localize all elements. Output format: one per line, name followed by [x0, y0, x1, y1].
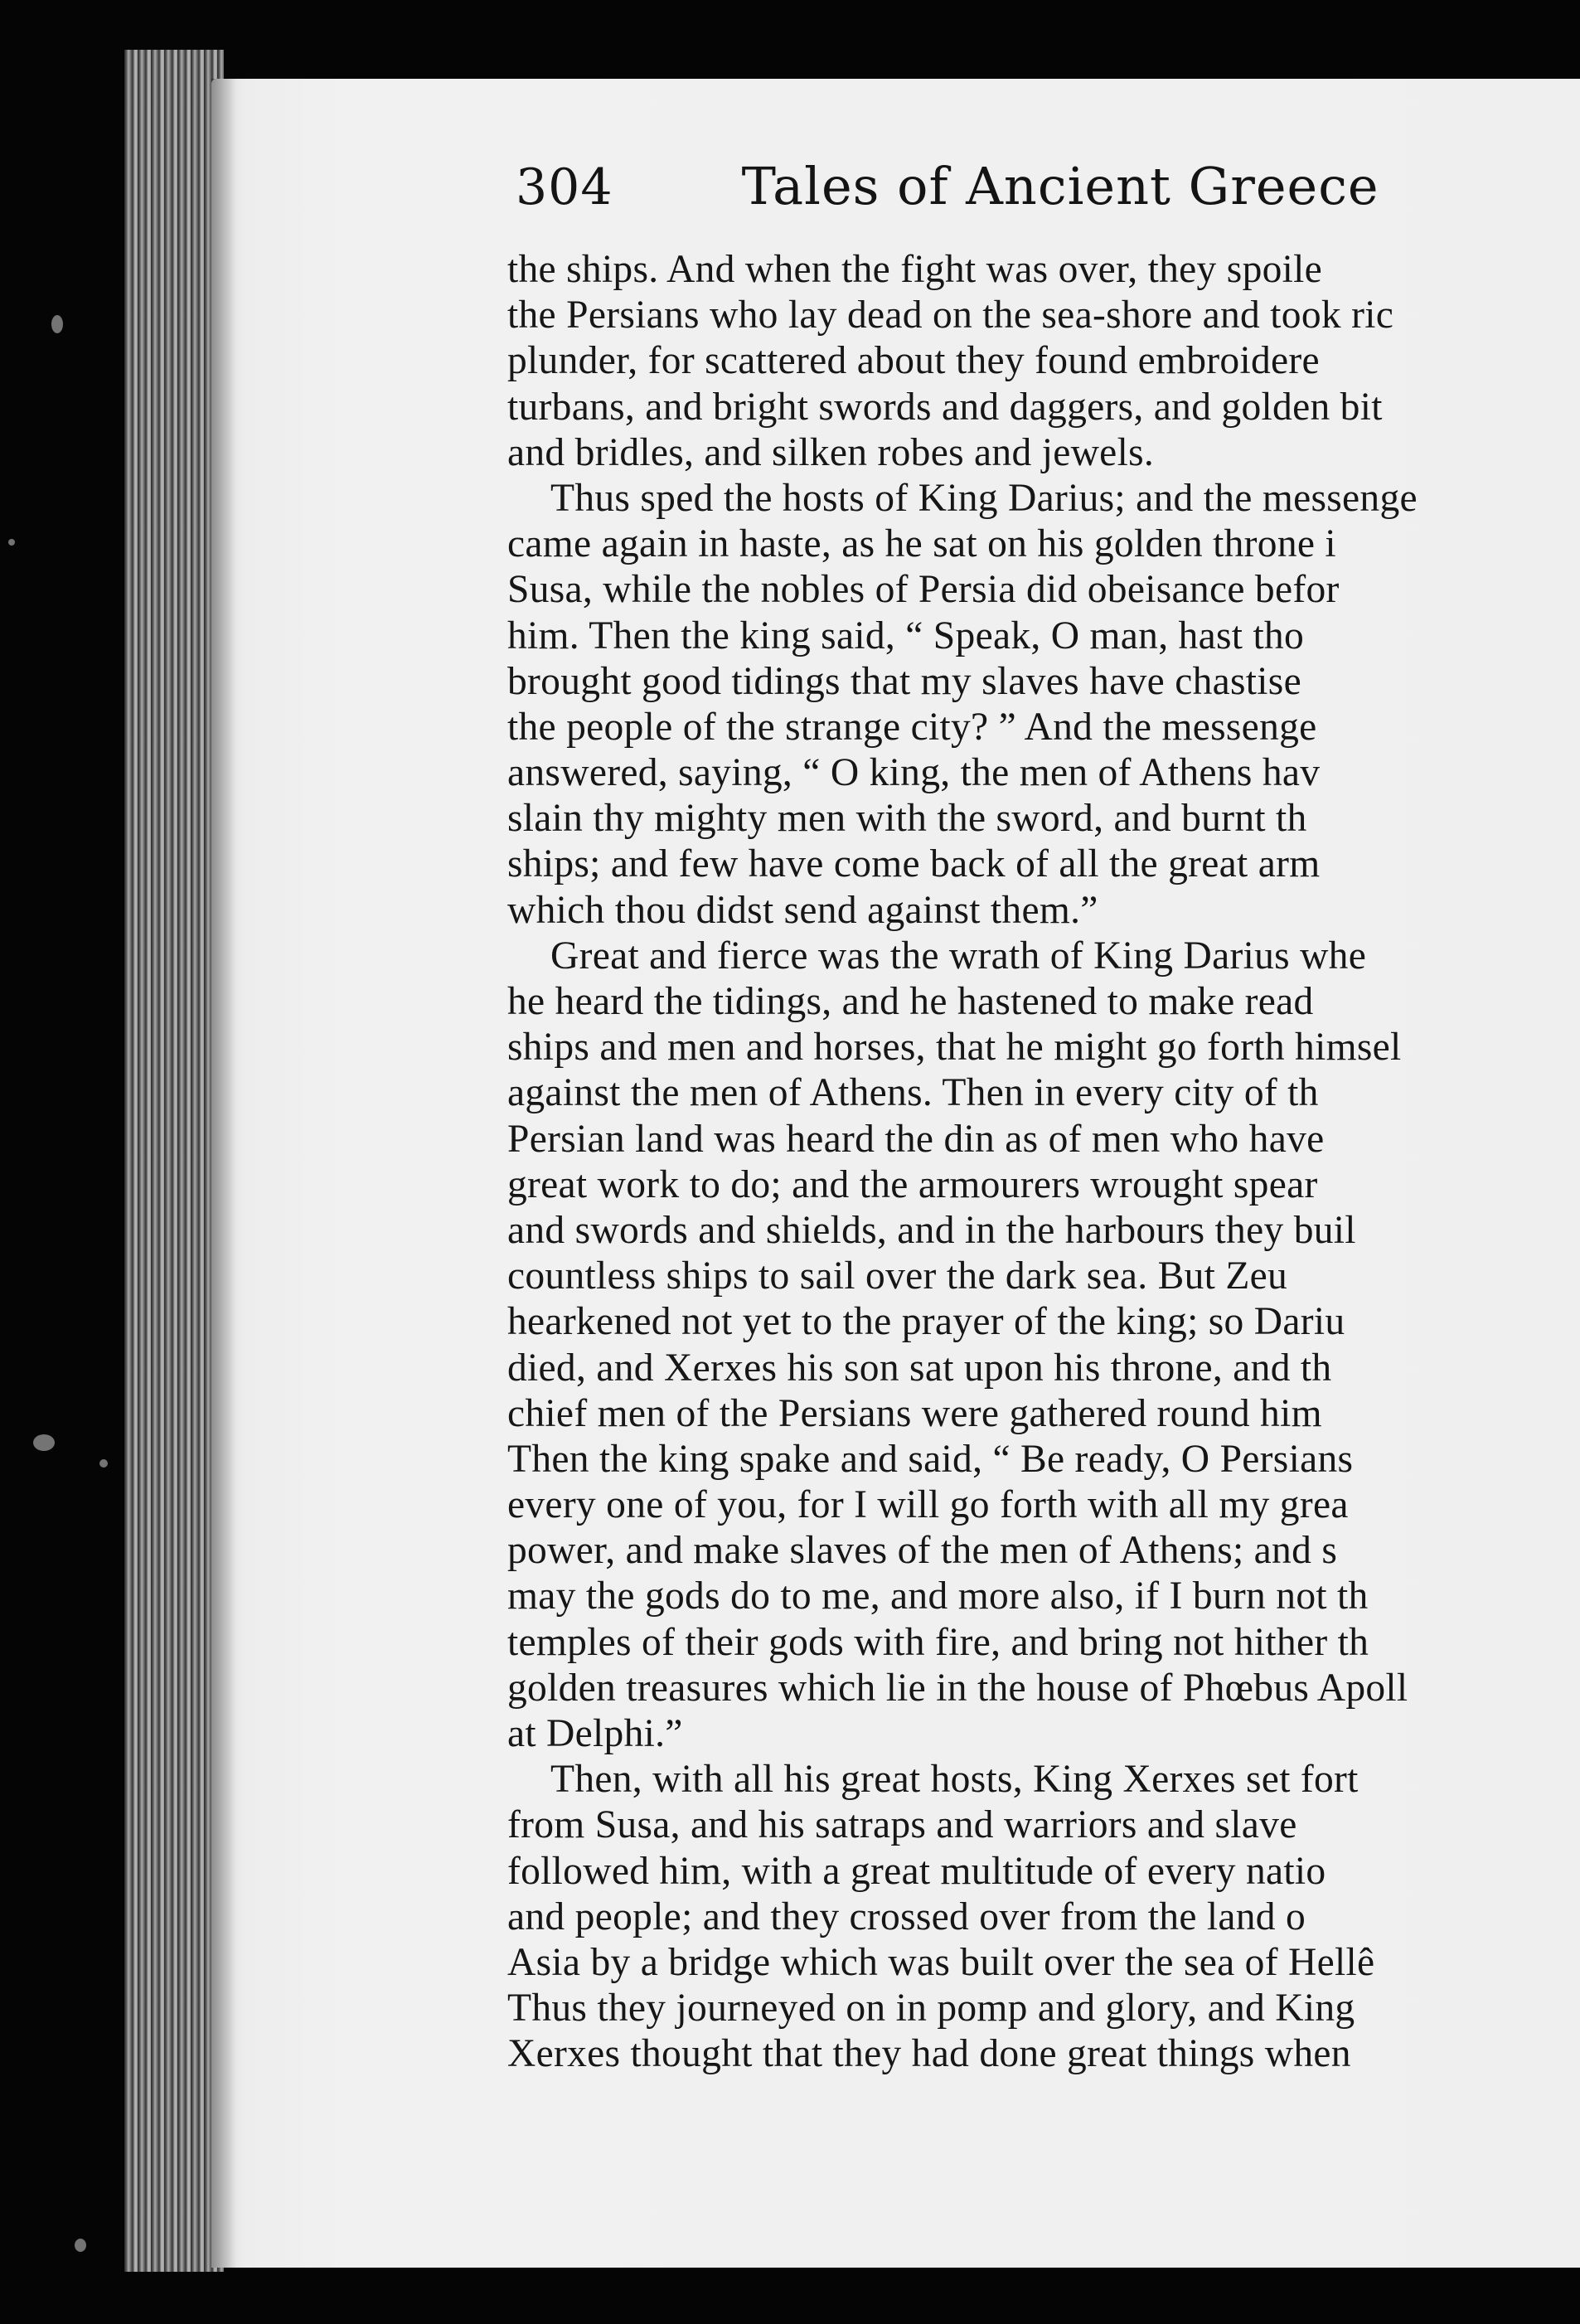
text-line: golden treasures which lie in the house of Phœbus Apoll — [507, 1666, 1408, 1710]
text-line: Asia by a bridge which was built over the sea of Hellê — [507, 1940, 1375, 1984]
speck-mark — [75, 2239, 86, 2252]
text-line: ships and men and horses, that he might go forth himsel — [507, 1026, 1402, 1070]
text-line: great work to do; and the armourers wrought spear — [507, 1162, 1318, 1206]
book-page-edges — [124, 50, 224, 2272]
text-line: plunder, for scattered about they found embroidere — [507, 339, 1320, 383]
text-line: ships; and few have come back of all the great arm — [507, 842, 1321, 886]
text-line: and bridles, and silken robes and jewels. — [507, 430, 1155, 474]
text-line: Then the king spake and said, “ Be ready, O Persians — [507, 1437, 1354, 1481]
text-line: him. Then the king said, “ Speak, O man, hast tho — [507, 614, 1305, 657]
speck-mark — [8, 539, 15, 546]
text-line: answered, saying, “ O king, the men of Athens hav — [507, 751, 1321, 795]
text-line: he heard the tidings, and he hastened to make read — [507, 980, 1314, 1023]
text-line: Xerxes thought that they had done great things when — [507, 2032, 1351, 2076]
text-line: slain thy mighty men with the sword, and burnt th — [507, 797, 1307, 841]
text-line: followed him, with a great multitude of every natio — [507, 1849, 1326, 1893]
speck-mark — [33, 1434, 55, 1451]
text-line: which thou didst send against them.” — [507, 888, 1098, 932]
text-line: and people; and they crossed over from the land o — [507, 1895, 1306, 1938]
text-line: temples of their gods with fire, and bring not hither th — [507, 1620, 1369, 1664]
page-header — [516, 156, 1580, 230]
gutter-shadow — [211, 79, 236, 2268]
body-text — [507, 247, 1580, 2078]
text-line: hearkened not yet to the prayer of the king; so Dariu — [507, 1300, 1345, 1344]
text-line: and swords and shields, and in the harbours they buil — [507, 1208, 1356, 1252]
text-line: at Delphi.” — [507, 1712, 683, 1755]
text-line: turbans, and bright swords and daggers, and golden bit — [507, 385, 1383, 429]
speck-mark — [99, 1459, 108, 1468]
text-line: came again in haste, as he sat on his golden throne i — [507, 522, 1336, 566]
text-line: chief men of the Persians were gathered round him — [507, 1391, 1322, 1435]
text-line: every one of you, for I will go forth with all my grea — [507, 1483, 1349, 1527]
text-line: Persian land was heard the din as of men who have — [507, 1117, 1325, 1161]
text-line: from Susa, and his satraps and warriors and slave — [507, 1803, 1297, 1847]
paragraph-start-line: Then, with all his great hosts, King Xerxes set fort — [550, 1758, 1359, 1802]
running-title: Tales of Ancient Greece — [741, 156, 1379, 216]
paragraph-start-line: Great and fierce was the wrath of King Darius whe — [550, 934, 1367, 978]
page-number: 304 — [516, 158, 613, 216]
text-line: against the men of Athens. Then in every city of th — [507, 1071, 1319, 1115]
text-line: may the gods do to me, and more also, if I burn not th — [507, 1574, 1369, 1618]
text-line: Susa, while the nobles of Persia did obeisance befor — [507, 568, 1340, 612]
text-line: power, and make slaves of the men of Athens; and s — [507, 1529, 1338, 1573]
text-line: Thus they journeyed on in pomp and glory, and King — [507, 1987, 1355, 2030]
paragraph-start-line: Thus sped the hosts of King Darius; and the messenge — [550, 476, 1418, 520]
text-line: countless ships to sail over the dark sea. But Zeu — [507, 1254, 1288, 1298]
text-line: the ships. And when the fight was over, they spoile — [507, 248, 1323, 291]
speck-mark — [51, 315, 63, 333]
text-line: the people of the strange city? ” And the messenge — [507, 705, 1317, 749]
text-line: died, and Xerxes his son sat upon his throne, and th — [507, 1346, 1332, 1390]
text-line: brought good tidings that my slaves have chastise — [507, 659, 1301, 703]
text-line: the Persians who lay dead on the sea-shore and took ric — [507, 294, 1394, 337]
